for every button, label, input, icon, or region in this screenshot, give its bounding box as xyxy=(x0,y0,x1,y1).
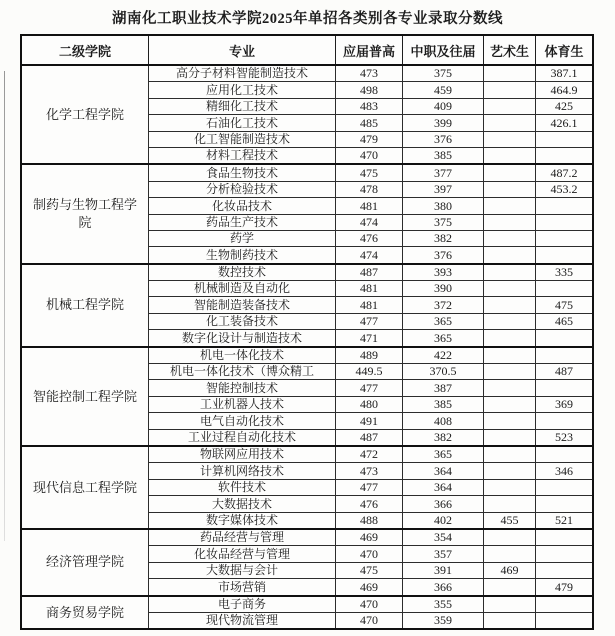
score-vocational-previous: 365 xyxy=(403,446,484,463)
major-cell: 机电一体化技术（博众精工 xyxy=(149,364,336,380)
score-sports-students xyxy=(536,347,594,364)
major-cell: 药品经营与管理 xyxy=(149,529,336,546)
score-vocational-previous: 399 xyxy=(403,115,484,131)
admission-scores-table xyxy=(20,34,594,630)
score-fresh-highschool: 470 xyxy=(336,612,403,629)
score-vocational-previous: 366 xyxy=(403,496,484,512)
score-fresh-highschool: 470 xyxy=(336,147,403,164)
column-header-sports-students: 体育生 xyxy=(536,35,594,65)
score-vocational-previous: 391 xyxy=(403,562,484,578)
college-cell: 制药与生物工程学院 xyxy=(21,164,149,263)
score-sports-students xyxy=(536,380,594,396)
score-vocational-previous: 382 xyxy=(403,429,484,446)
score-fresh-highschool: 481 xyxy=(336,281,403,297)
score-art-students xyxy=(484,98,536,114)
score-fresh-highschool: 477 xyxy=(336,380,403,396)
college-cell: 机械工程学院 xyxy=(21,264,149,347)
score-fresh-highschool: 470 xyxy=(336,596,403,613)
score-art-students xyxy=(484,164,536,181)
score-fresh-highschool: 472 xyxy=(336,446,403,463)
major-cell: 大数据技术 xyxy=(149,496,336,512)
major-cell: 石油化工技术 xyxy=(149,115,336,131)
table-row xyxy=(21,264,593,281)
score-vocational-previous: 365 xyxy=(403,330,484,347)
score-fresh-highschool: 489 xyxy=(336,347,403,364)
score-fresh-highschool: 477 xyxy=(336,479,403,495)
score-sports-students xyxy=(536,562,594,578)
major-cell: 大数据与会计 xyxy=(149,562,336,578)
major-cell: 化妆品经营与管理 xyxy=(149,546,336,562)
score-vocational-previous: 354 xyxy=(403,529,484,546)
score-sports-students: 487.2 xyxy=(536,164,594,181)
table-row xyxy=(21,529,593,546)
score-art-students xyxy=(484,496,536,512)
score-sports-students xyxy=(536,413,594,429)
score-sports-students xyxy=(536,529,594,546)
score-sports-students xyxy=(536,214,594,230)
major-cell: 生物制药技术 xyxy=(149,247,336,264)
score-art-students xyxy=(484,281,536,297)
score-vocational-previous: 372 xyxy=(403,297,484,313)
table-row xyxy=(21,446,593,463)
score-fresh-highschool: 475 xyxy=(336,562,403,578)
score-art-students xyxy=(484,313,536,329)
table-row xyxy=(21,596,593,613)
score-art-students xyxy=(484,380,536,396)
major-cell: 精细化工技术 xyxy=(149,98,336,114)
score-vocational-previous: 409 xyxy=(403,98,484,114)
score-sports-students xyxy=(536,596,594,613)
score-fresh-highschool: 449.5 xyxy=(336,364,403,380)
score-vocational-previous: 364 xyxy=(403,479,484,495)
column-header-vocational-previous: 中职及往届 xyxy=(403,35,484,65)
score-art-students xyxy=(484,612,536,629)
major-cell: 电子商务 xyxy=(149,596,336,613)
score-art-students xyxy=(484,596,536,613)
score-vocational-previous: 402 xyxy=(403,512,484,529)
score-sports-students: 487 xyxy=(536,364,594,380)
score-fresh-highschool: 487 xyxy=(336,429,403,446)
score-vocational-previous: 387 xyxy=(403,380,484,396)
score-sports-students xyxy=(536,612,594,629)
score-sports-students xyxy=(536,147,594,164)
score-fresh-highschool: 476 xyxy=(336,496,403,512)
score-sports-students xyxy=(536,198,594,214)
column-header-art-students: 艺术生 xyxy=(484,35,536,65)
score-sports-students xyxy=(536,281,594,297)
major-cell: 机械制造及自动化 xyxy=(149,281,336,297)
score-sports-students: 387.1 xyxy=(536,65,594,82)
major-cell: 化工装备技术 xyxy=(149,313,336,329)
score-vocational-previous: 459 xyxy=(403,82,484,98)
score-fresh-highschool: 476 xyxy=(336,230,403,246)
major-cell: 化工智能制造技术 xyxy=(149,131,336,147)
score-art-students xyxy=(484,115,536,131)
major-cell: 分析检验技术 xyxy=(149,181,336,197)
score-sports-students xyxy=(536,247,594,264)
score-vocational-previous: 422 xyxy=(403,347,484,364)
major-cell: 工业过程自动化技术 xyxy=(149,429,336,446)
score-sports-students: 464.9 xyxy=(536,82,594,98)
score-vocational-previous: 376 xyxy=(403,247,484,264)
score-art-students xyxy=(484,297,536,313)
table-body xyxy=(21,65,593,629)
score-art-students xyxy=(484,65,536,82)
score-sports-students: 465 xyxy=(536,313,594,329)
score-fresh-highschool: 498 xyxy=(336,82,403,98)
score-vocational-previous: 357 xyxy=(403,546,484,562)
table-header xyxy=(21,35,593,65)
major-cell: 智能控制技术 xyxy=(149,380,336,396)
score-sports-students xyxy=(536,330,594,347)
score-vocational-previous: 366 xyxy=(403,579,484,596)
score-sports-students xyxy=(536,496,594,512)
table-row xyxy=(21,347,593,364)
score-art-students xyxy=(484,347,536,364)
score-fresh-highschool: 475 xyxy=(336,164,403,181)
score-fresh-highschool: 480 xyxy=(336,396,403,412)
major-cell: 物联网应用技术 xyxy=(149,446,336,463)
score-fresh-highschool: 477 xyxy=(336,313,403,329)
major-cell: 数控技术 xyxy=(149,264,336,281)
score-sports-students: 346 xyxy=(536,463,594,479)
score-sports-students: 425 xyxy=(536,98,594,114)
score-sports-students: 426.1 xyxy=(536,115,594,131)
score-fresh-highschool: 469 xyxy=(336,529,403,546)
score-art-students xyxy=(484,147,536,164)
score-art-students: 469 xyxy=(484,562,536,578)
score-fresh-highschool: 473 xyxy=(336,463,403,479)
major-cell: 市场营销 xyxy=(149,579,336,596)
score-art-students xyxy=(484,131,536,147)
score-vocational-previous: 355 xyxy=(403,596,484,613)
score-art-students xyxy=(484,413,536,429)
score-art-students xyxy=(484,364,536,380)
major-cell: 软件技术 xyxy=(149,479,336,495)
score-vocational-previous: 380 xyxy=(403,198,484,214)
score-art-students xyxy=(484,247,536,264)
major-cell: 电气自动化技术 xyxy=(149,413,336,429)
score-vocational-previous: 393 xyxy=(403,264,484,281)
score-fresh-highschool: 481 xyxy=(336,198,403,214)
score-sports-students: 369 xyxy=(536,396,594,412)
score-fresh-highschool: 471 xyxy=(336,330,403,347)
score-fresh-highschool: 469 xyxy=(336,579,403,596)
score-fresh-highschool: 474 xyxy=(336,247,403,264)
page-title: 湖南化工职业技术学院2025年单招各类别各专业录取分数线 xyxy=(112,11,503,27)
score-sports-students xyxy=(536,131,594,147)
major-cell: 计算机网络技术 xyxy=(149,463,336,479)
score-vocational-previous: 390 xyxy=(403,281,484,297)
score-vocational-previous: 385 xyxy=(403,147,484,164)
score-fresh-highschool: 474 xyxy=(336,214,403,230)
score-art-students xyxy=(484,479,536,495)
score-vocational-previous: 359 xyxy=(403,612,484,629)
score-art-students xyxy=(484,463,536,479)
header-row xyxy=(21,35,593,65)
score-fresh-highschool: 481 xyxy=(336,297,403,313)
score-art-students xyxy=(484,429,536,446)
score-sports-students: 523 xyxy=(536,429,594,446)
score-fresh-highschool: 488 xyxy=(336,512,403,529)
score-sports-students xyxy=(536,479,594,495)
score-art-students xyxy=(484,230,536,246)
major-cell: 食品生物技术 xyxy=(149,164,336,181)
score-art-students xyxy=(484,546,536,562)
score-sports-students xyxy=(536,546,594,562)
column-header-major: 专业 xyxy=(149,35,336,65)
major-cell: 材料工程技术 xyxy=(149,147,336,164)
score-art-students xyxy=(484,446,536,463)
score-sports-students: 475 xyxy=(536,297,594,313)
score-fresh-highschool: 483 xyxy=(336,98,403,114)
score-vocational-previous: 377 xyxy=(403,164,484,181)
college-cell: 智能控制工程学院 xyxy=(21,347,149,446)
score-sports-students: 335 xyxy=(536,264,594,281)
score-vocational-previous: 375 xyxy=(403,65,484,82)
major-cell: 机电一体化技术 xyxy=(149,347,336,364)
score-sports-students: 479 xyxy=(536,579,594,596)
score-sports-students xyxy=(536,446,594,463)
score-vocational-previous: 364 xyxy=(403,463,484,479)
score-fresh-highschool: 485 xyxy=(336,115,403,131)
major-cell: 药品生产技术 xyxy=(149,214,336,230)
score-vocational-previous: 382 xyxy=(403,230,484,246)
score-art-students xyxy=(484,529,536,546)
score-vocational-previous: 365 xyxy=(403,313,484,329)
score-sports-students xyxy=(536,230,594,246)
college-cell: 化学工程学院 xyxy=(21,65,149,164)
score-vocational-previous: 376 xyxy=(403,131,484,147)
major-cell: 化妆品技术 xyxy=(149,198,336,214)
score-fresh-highschool: 470 xyxy=(336,546,403,562)
major-cell: 高分子材料智能制造技术 xyxy=(149,65,336,82)
score-art-students xyxy=(484,579,536,596)
major-cell: 现代物流管理 xyxy=(149,612,336,629)
score-vocational-previous: 385 xyxy=(403,396,484,412)
score-vocational-previous: 397 xyxy=(403,181,484,197)
score-art-students xyxy=(484,214,536,230)
table-row xyxy=(21,65,593,82)
score-sports-students: 521 xyxy=(536,512,594,529)
score-art-students xyxy=(484,330,536,347)
college-cell: 现代信息工程学院 xyxy=(21,446,149,529)
major-cell: 工业机器人技术 xyxy=(149,396,336,412)
score-art-students xyxy=(484,396,536,412)
score-art-students xyxy=(484,264,536,281)
column-header-college: 二级学院 xyxy=(21,35,149,65)
score-sports-students: 453.2 xyxy=(536,181,594,197)
major-cell: 数字化设计与制造技术 xyxy=(149,330,336,347)
major-cell: 智能制造装备技术 xyxy=(149,297,336,313)
major-cell: 数字媒体技术 xyxy=(149,512,336,529)
score-fresh-highschool: 478 xyxy=(336,181,403,197)
column-header-fresh-highschool: 应届普高 xyxy=(336,35,403,65)
score-fresh-highschool: 473 xyxy=(336,65,403,82)
score-fresh-highschool: 479 xyxy=(336,131,403,147)
scan-edge-artifact xyxy=(4,71,5,541)
college-cell: 商务贸易学院 xyxy=(21,596,149,630)
score-art-students xyxy=(484,82,536,98)
score-art-students: 455 xyxy=(484,512,536,529)
major-cell: 应用化工技术 xyxy=(149,82,336,98)
score-fresh-highschool: 491 xyxy=(336,413,403,429)
score-fresh-highschool: 487 xyxy=(336,264,403,281)
college-cell: 经济管理学院 xyxy=(21,529,149,596)
score-art-students xyxy=(484,198,536,214)
score-vocational-previous: 375 xyxy=(403,214,484,230)
score-vocational-previous: 370.5 xyxy=(403,364,484,380)
score-art-students xyxy=(484,181,536,197)
major-cell: 药学 xyxy=(149,230,336,246)
score-vocational-previous: 408 xyxy=(403,413,484,429)
table-row xyxy=(21,164,593,181)
